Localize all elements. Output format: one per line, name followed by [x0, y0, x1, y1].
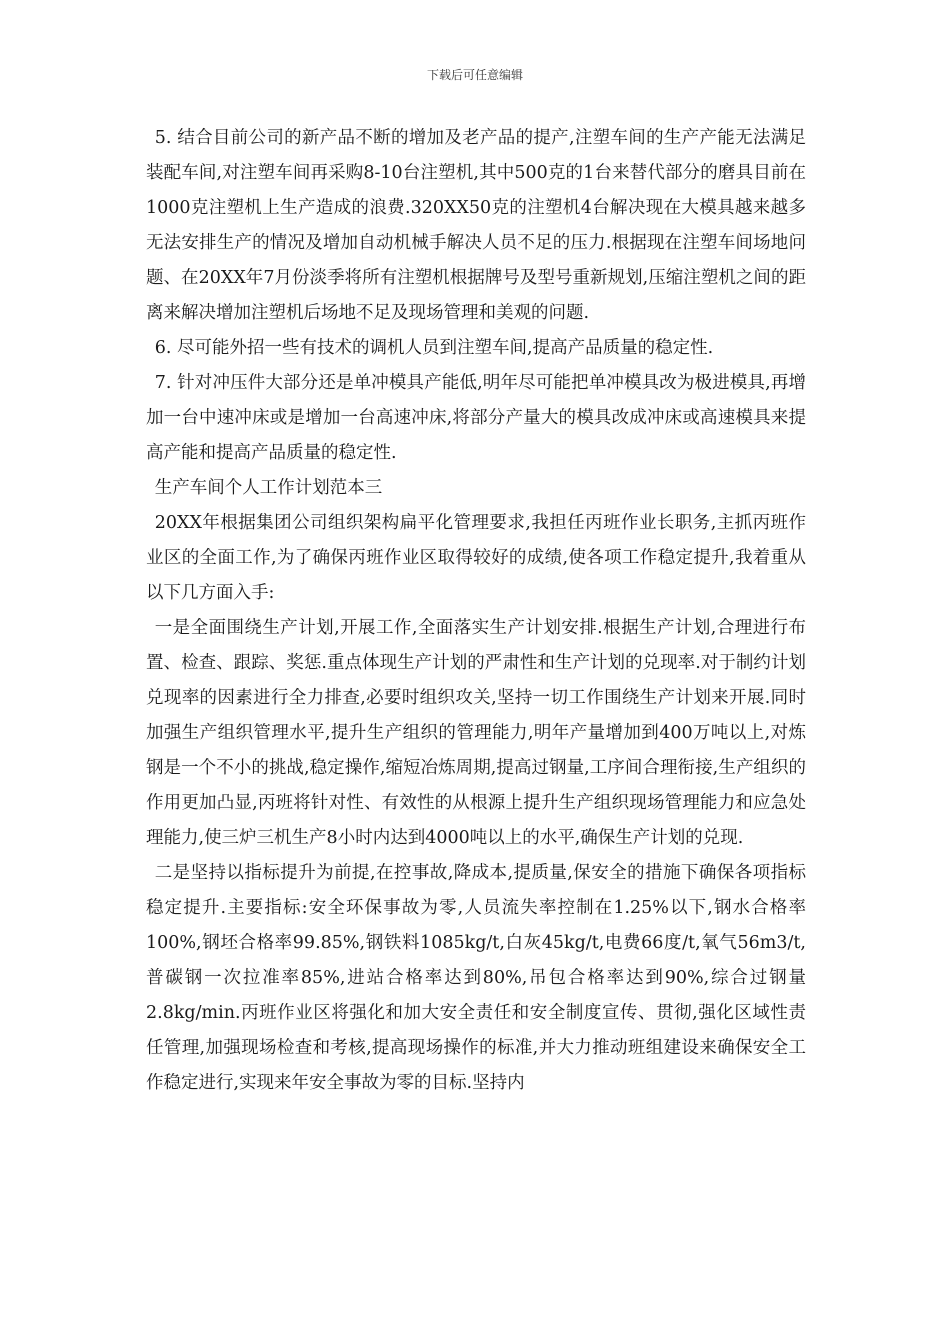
- paragraph-item-7: 7. 针对冲压件大部分还是单冲模具产能低,明年尽可能把单冲模具改为极进模具,再增加一台中速冲床或是增加一台高速冲床,将部分产量大的模具改成冲床或高速模具来提高产能和提高产品质量的稳定性.: [146, 373, 806, 463]
- paragraph-item-5: 5. 结合目前公司的新产品不断的增加及老产品的提产,注塑车间的生产产能无法满足装配车间,对注塑车间再采购8-10台注塑机,其中500克的1台来替代部分的磨具目前在1000克注塑机上生产造成的浪费.320XX50克的注塑机4台解决现在大模具越来越多无法安排生产的情况及增加自动机械手解决人员不足的压力.根据现在注塑车间场地问题、在20XX年7月份淡季将所有注塑机根据牌号及型号重新规划,压缩注塑机之间的距离来解决增加注塑机后场地不足及现场管理和美观的问题.: [146, 128, 806, 323]
- paragraph-item-6: 6. 尽可能外招一些有技术的调机人员到注塑车间,提高产品质量的稳定性.: [154, 338, 714, 358]
- document-body: [146, 121, 806, 1101]
- section-heading: 生产车间个人工作计划范本三: [154, 478, 383, 498]
- page-header: 下载后可任意编辑: [426, 68, 523, 82]
- intro-paragraph: 20XX年根据集团公司组织架构扁平化管理要求,我担任丙班作业长职务,主抓丙班作业区的全面工作,为了确保丙班作业区取得较好的成绩,使各项工作稳定提升,我着重从以下几方面入手:: [146, 513, 806, 603]
- paragraph-point-two: 二是坚持以指标提升为前提,在控事故,降成本,提质量,保安全的措施下确保各项指标稳定提升.主要指标:安全环保事故为零,人员流失率控制在1.25%以下,钢水合格率100%,钢坯合格率99.85%,钢铁料1085kg/t,白灰45kg/t,电费66度/t,氧气56m3/t,普碳钢一次拉准率85%,进站合格率达到80%,吊包合格率达到90%,综合过钢量2.8kg/min.丙班作业区将强化和加大安全责任和安全制度宣传、贯彻,强化区域性责任管理,加强现场检查和考核,提高现场操作的标准,并大力推动班组建设来确保安全工作稳定进行,实现来年安全事故为零的目标.坚持内: [146, 863, 806, 1093]
- paragraph-point-one: 一是全面围绕生产计划,开展工作,全面落实生产计划安排.根据生产计划,合理进行布置、检查、跟踪、奖惩.重点体现生产计划的严肃性和生产计划的兑现率.对于制约计划兑现率的因素进行全力排查,必要时组织攻关,坚持一切工作围绕生产计划来开展.同时加强生产组织管理水平,提升生产组织的管理能力,明年产量增加到400万吨以上,对炼钢是一个不小的挑战,稳定操作,缩短冶炼周期,提高过钢量,工序间合理衔接,生产组织的作用更加凸显,丙班将针对性、有效性的从根源上提升生产组织现场管理能力和应急处理能力,使三炉三机生产8小时内达到4000吨以上的水平,确保生产计划的兑现.: [146, 618, 806, 848]
